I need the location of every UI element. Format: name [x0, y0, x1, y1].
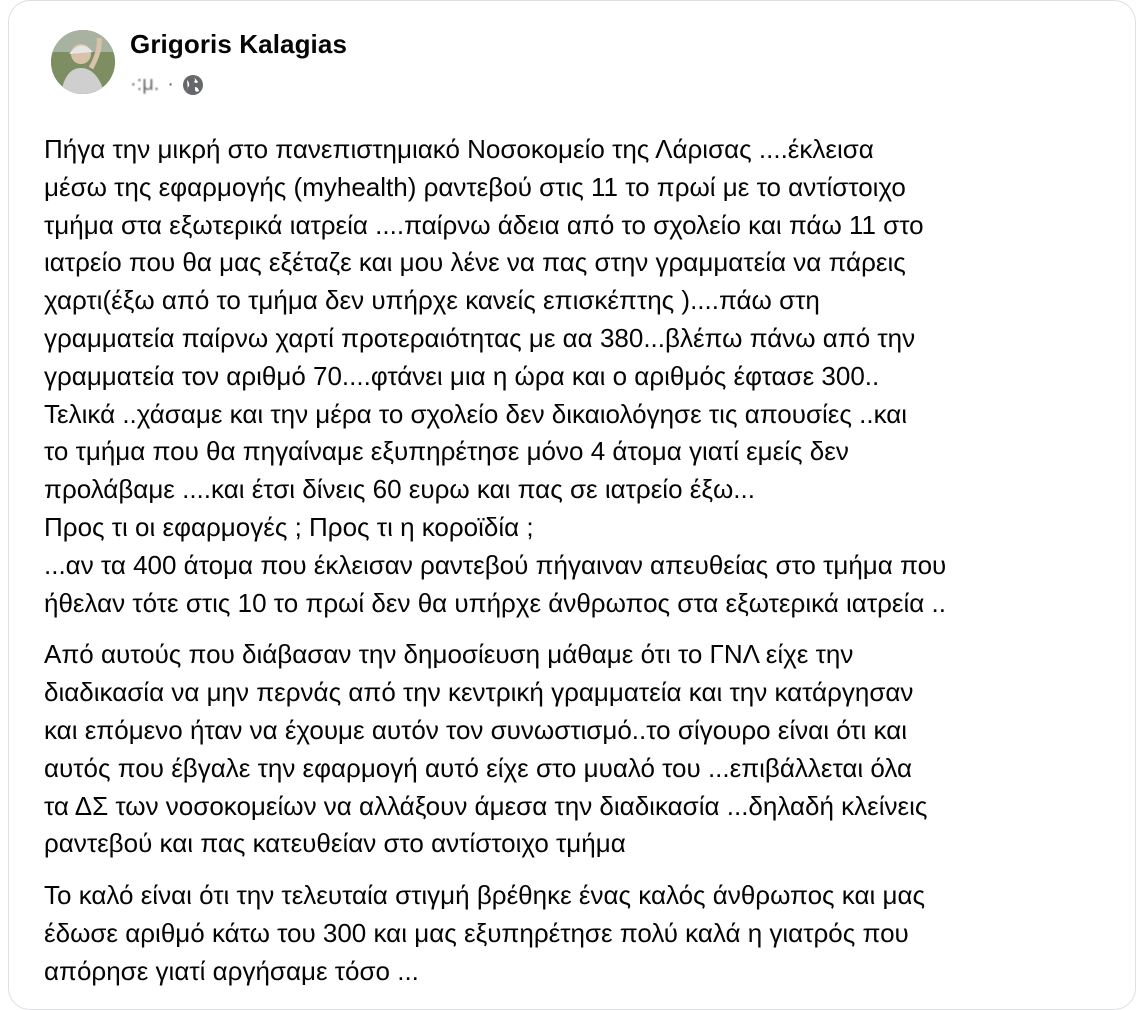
- globe-icon[interactable]: [182, 74, 204, 96]
- avatar-image: [51, 30, 115, 94]
- avatar[interactable]: [51, 30, 115, 94]
- meta-separator: ·: [167, 73, 174, 95]
- post-body: [44, 131, 1134, 1005]
- post-card: [8, 0, 1136, 1010]
- author-name[interactable]: Grigoris Kalagias: [130, 29, 347, 59]
- post-timestamp[interactable]: ·:μ.: [130, 73, 160, 95]
- post-paragraph-2: Από αυτούς που διάβασαν την δημοσίευση μάθαμε ότι το ΓΝΛ είχε την διαδικασία να μην περνάς από την κεντρική γραμματεία και την κατάργησαν και επόμενο ήταν να έχουμε αυτόν τον συνωστισμό..το σίγουρο είναι ότι και αυτός που έβγαλε την εφαρμογή αυτό είχε στο μυαλό του ...επιβάλλεται όλα τα ΔΣ των νοσοκομείων να αλλάξουν άμεσα την διαδικασία ...δηλαδή κλείνεις ραντεβού και πας κατευθείαν στο αντίστοιχο τμήμα: [44, 639, 928, 859]
- post-paragraph-3: Το καλό είναι ότι την τελευταία στιγμή βρέθηκε ένας καλός άνθρωπος και μας έδωσε αριθμό κάτω του 300 και μας εξυπηρέτησε πολύ καλά η γιατρός που απόρησε γιατί αργήσαμε τόσο ...: [44, 880, 926, 986]
- post-paragraph-1: Πήγα την μικρή στο πανεπιστημιακό Νοσοκομείο της Λάρισας ....έκλεισα μέσω της εφαρμογής (myhealth) ραντεβού στις 11 το πρωί με το αντίστοιχο τμήμα στα εξωτερικά ιατρεία ....παίρνω άδεια από το σχολείο και πάω 11 στο ιατρείο που θα μας εξέταζε και μου λένε να πας στην γραμματεία να πάρεις χαρτι(έξω από το τμήμα δεν υπήρχε κανείς επισκέπτης )....πάω στη γραμματεία παίρνω χαρτί προτεραιότητας με αα 380...βλέπω πάνω από την γραμματεία τον αριθμό 70....φτάνει μια η ώρα και ο αριθμός έφτασε 300.. Τελικά ..χάσαμε και την μέρα το σχολείο δεν δικαιολόγησε τις απουσίες ..και το τμήμα που θα πηγαίναμε εξυπηρέτησε μόνο 4 άτομα γιατί εμείς δεν προλάβαμε ....και έτσι δίνεις 60 ευρω και πας σε ιατρείο έξω... Προς τι οι εφαρμογές ; Προς τι η κοροϊδία ; ...αν τα 400 άτομα που έκλεισαν ραντεβού πήγαιναν απευθείας στο τμήμα που ήθελαν τότε στις 10 το πρωί δεν θα υπήρχε άνθρωπος στα εξωτερικά ιατρεία ..: [44, 134, 947, 618]
- post-meta: [130, 73, 204, 96]
